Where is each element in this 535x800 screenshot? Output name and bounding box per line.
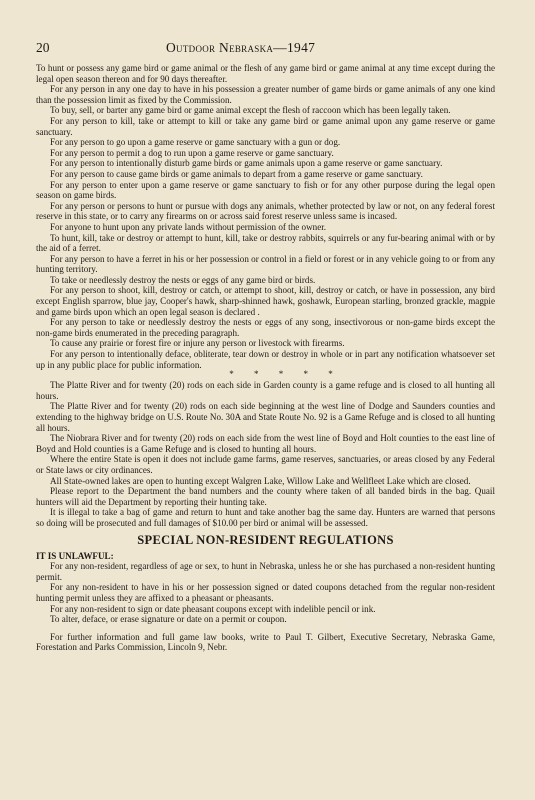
refuge-note: Please report to the Department the band numbers and the county where taken of all banded birds in the bag. Quail hunters will aid the Department by reporting their hunting take. xyxy=(36,486,495,507)
unlawful-act: To take or needlessly destroy the nests or eggs of any game bird or birds. xyxy=(50,274,316,285)
unlawful-act: For anyone to hunt upon any private lands without permission of the owner. xyxy=(50,221,327,232)
footer-note: For further information and full game law books, write to Paul T. Gilbert, Executive Secretary, Nebraska Game, Forestation and Parks Commission, Lincoln 9, Nebr. xyxy=(36,631,495,653)
non-resident-rule: For any non-resident to have in his or her possession signed or dated coupons detached from the regular non-resident hunting permit unless they are affixed to a pheasant or pheasants. xyxy=(36,582,495,603)
section-separator: * * * * * xyxy=(229,369,342,380)
spacer xyxy=(36,625,495,632)
refuge-note: All State-owned lakes are open to hunting except Walgren Lake, Willow Lake and Wellfleet Lake which are closed. xyxy=(50,475,471,486)
unlawful-act: To cause any prairie or forest fire or injure any person or livestock with firearms. xyxy=(50,338,345,349)
refuge-note: The Platte River and for twenty (20) rods on each side beginning at the west line of Dodge and Saunders counties and extending to the highway bridge on U.S. Route No. 30A and State Route No. 92 is a Game Refuge and is closed to all hunting all hours. xyxy=(36,401,495,433)
unlawful-act: For any person to enter upon a game reserve or game sanctuary to fish or for any other purpose during the legal open season on game birds. xyxy=(36,179,495,201)
unlawful-act: For any person to intentionally deface, obliterate, tear down or destroy in whole or in part any notification whatsoever set up in any public place for public information. xyxy=(36,349,495,370)
unlawful-act: For any person to kill, take or attempt to kill or take any game bird or game animal upon any game reserve or game sanctuary. xyxy=(36,115,495,137)
unlawful-act: For any person to have a ferret in his or her possession or control in a field or forest or in any vehicle going to or from any hunting territory. xyxy=(36,253,495,275)
unlawful-act: For any person to intentionally disturb game birds or game animals upon a game reserve or game sanctuary. xyxy=(50,158,443,169)
refuge-note: The Niobrara River and for twenty (20) rods on each side from the west line of Boyd and Holt counties to the east line of Boyd and Hold counties is a Game Refuge and is closed to hunting all hours. xyxy=(36,433,495,454)
page-header xyxy=(36,40,495,56)
refuge-note: Where the entire State is open it does not include game farms, game reserves, sanctuaries, or areas closed by any Federal or State laws or city ordinances. xyxy=(36,454,495,475)
unlawful-act: To hunt or possess any game bird or game animal or the flesh of any game bird or game animal at any time except during the legal open season thereon and for 90 days thereafter. xyxy=(36,63,495,84)
non-resident-rule: For any non-resident to sign or date pheasant coupons except with indelible pencil or ink. xyxy=(50,603,376,614)
refuge-notes xyxy=(36,380,495,528)
unlawful-act: For any person to cause game birds or game animals to depart from a game reserve or game sanctuary. xyxy=(50,168,423,179)
running-title: Outdoor Nebraska—1947 xyxy=(166,40,316,55)
unlawful-act: To hunt, kill, take or destroy or attempt to hunt, kill, take or destroy rabbits, squirrels or any fur-bearing animal with or by the aid of a ferret. xyxy=(36,232,495,254)
unlawful-act: For any person to take or needlessly destroy the nests or eggs of any song, insectivorous or non-game birds except the non-game birds enumerated in the preceding paragraph. xyxy=(36,317,495,338)
refuge-note: The Platte River and for twenty (20) rods on each side in Garden county is a game refuge and is closed to all hunting all hours. xyxy=(36,380,495,401)
non-resident-rule: To alter, deface, or erase signature or date on a permit or coupon. xyxy=(50,614,287,625)
unlawful-act: For any person in any one day to have in his possession a greater number of game birds or game animals of any one kind than the possession limit as fixed by the Commission. xyxy=(36,84,495,105)
unlawful-act: For any person to shoot, kill, destroy or catch, or attempt to shoot, kill, destroy or catch, or have in possession, any bird except English sparrow, blue jay, Cooper's hawk, sharp-shinned hawk, goshawk, European starling, bronzed grackle, magpie and game birds upon which an open legal season is declared . xyxy=(36,285,495,317)
refuge-note: It is illegal to take a bag of game and return to hunt and take another bag the same day. Hunters are warned that persons so doing will be prosecuted and full damages of $10.00 per bird or animal will be assessed. xyxy=(36,507,495,528)
unlawful-act: For any person to go upon a game reserve or game sanctuary with a gun or dog. xyxy=(50,137,341,148)
unlawful-subheading: IT IS UNLAWFUL: xyxy=(36,550,114,561)
unlawful-act: For any person to permit a dog to run upon a game reserve or game sanctuary. xyxy=(50,147,334,158)
page-number: 20 xyxy=(36,40,50,55)
unlawful-act: To buy, sell, or barter any game bird or game animal except the flesh of raccoon which has been legally taken. xyxy=(50,105,451,116)
non-resident-rule: For any non-resident, regardless of age or sex, to hunt in Nebraska, unless he or she has purchased a non-resident hunting permit. xyxy=(36,561,495,582)
unlawful-acts-list xyxy=(36,63,495,370)
special-regulations-heading: SPECIAL NON-RESIDENT REGULATIONS xyxy=(137,532,394,547)
non-resident-rules xyxy=(36,561,495,625)
unlawful-act: For any person or persons to hunt or pursue with dogs any animals, whether protected by law or not, on any federal forest reserve in this state, or to carry any firearms on or across said forest reserve unless same is incased. xyxy=(36,200,495,222)
